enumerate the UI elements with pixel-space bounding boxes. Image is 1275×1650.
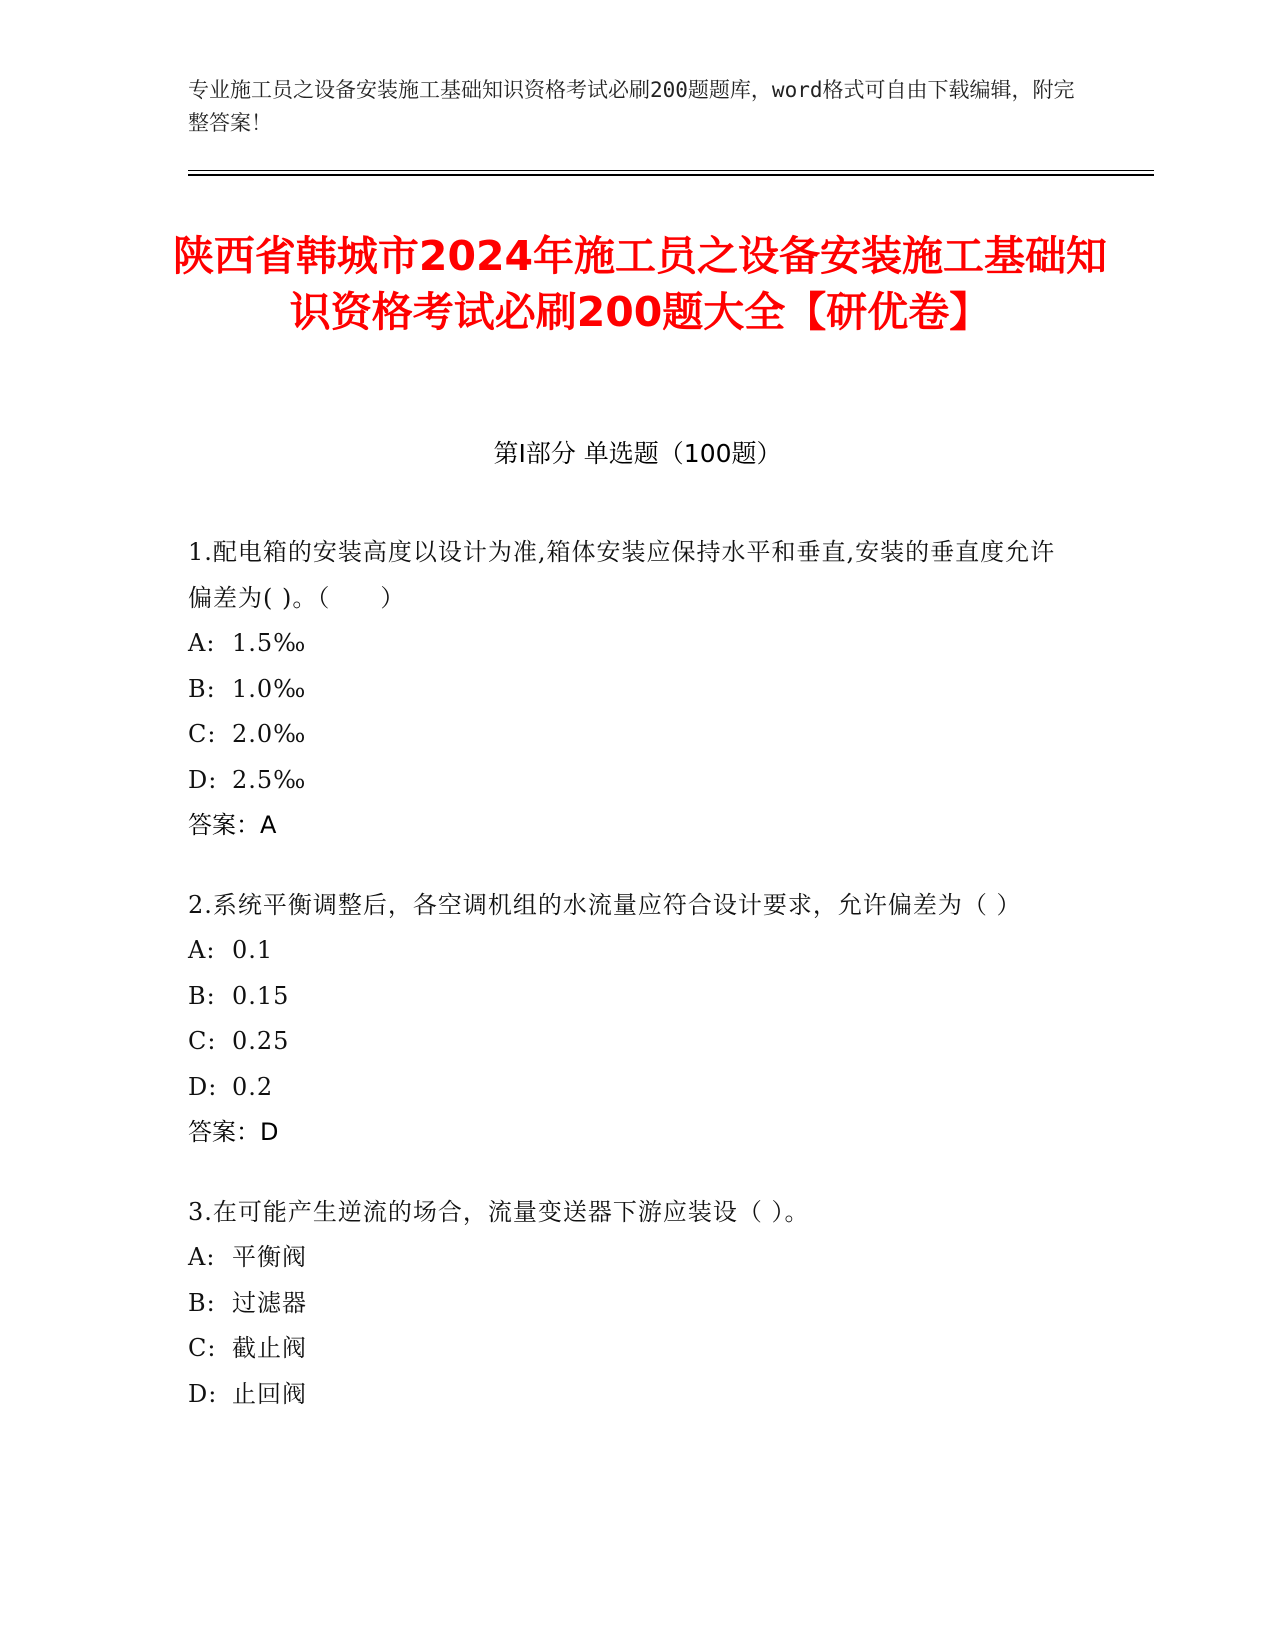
header-divider-thick [188, 174, 1154, 176]
answer-line: 答案：A [188, 811, 277, 839]
question-1 [188, 530, 1068, 849]
option-text: 平衡阀 [232, 1243, 307, 1271]
option-letter: D: [188, 1379, 218, 1408]
option-d [188, 1065, 1068, 1111]
option-text: 过滤器 [232, 1288, 307, 1317]
option-text: 止回阀 [232, 1379, 307, 1408]
header-note: 专业施工员之设备安装施工基础知识资格考试必刷200题题库，word格式可自由下载编辑，附完整答案！ [188, 78, 1075, 135]
option-b [188, 1281, 1068, 1327]
option-a [188, 1235, 1068, 1281]
option-c [188, 1326, 1068, 1372]
option-text: 0.2 [232, 1072, 274, 1101]
question-stem: 2.系统平衡调整后，各空调机组的水流量应符合设计要求，允许偏差为（ ） [188, 890, 1022, 919]
option-letter: C: [188, 1334, 217, 1362]
option-text: 1.5‰ [232, 629, 307, 657]
option-text: 0.25 [232, 1027, 290, 1055]
header-divider-thin [188, 170, 1154, 171]
option-b [188, 667, 1068, 713]
option-letter: A: [188, 936, 216, 964]
option-letter: B: [188, 1288, 216, 1317]
option-d [188, 1372, 1068, 1418]
question-stem: 3.在可能产生逆流的场合，流量变送器下游应装设（ ）。 [188, 1197, 810, 1226]
option-letter: A: [188, 629, 216, 657]
document-title: 陕西省韩城市2024年施工员之设备安装施工基础知识资格考试必刷200题大全【研优卷】 [172, 232, 1108, 336]
option-letter: D: [188, 1072, 218, 1101]
option-letter: A: [188, 1243, 216, 1271]
option-a [188, 928, 1068, 974]
option-letter: C: [188, 720, 217, 748]
section-heading: 第I部分 单选题（100题） [493, 439, 782, 468]
option-text: 1.0‰ [232, 674, 307, 703]
option-d [188, 758, 1068, 804]
option-c [188, 712, 1068, 758]
option-text: 截止阀 [232, 1334, 307, 1362]
option-letter: B: [188, 981, 216, 1010]
option-letter: C: [188, 1027, 217, 1055]
option-c [188, 1019, 1068, 1065]
question-2 [188, 883, 1068, 1156]
question-list [188, 530, 1068, 1451]
option-letter: B: [188, 674, 216, 703]
option-text: 2.5‰ [232, 765, 307, 794]
answer-line: 答案：D [188, 1118, 279, 1146]
option-text: 0.1 [232, 936, 274, 964]
option-text: 2.0‰ [232, 720, 307, 748]
option-letter: D: [188, 765, 218, 794]
question-stem: 1.配电箱的安装高度以设计为准,箱体安装应保持水平和垂直,安装的垂直度允许偏差为( )。（ ） [188, 538, 1056, 612]
option-b [188, 974, 1068, 1020]
question-3 [188, 1190, 1068, 1418]
option-text: 0.15 [232, 981, 290, 1010]
option-a [188, 621, 1068, 667]
